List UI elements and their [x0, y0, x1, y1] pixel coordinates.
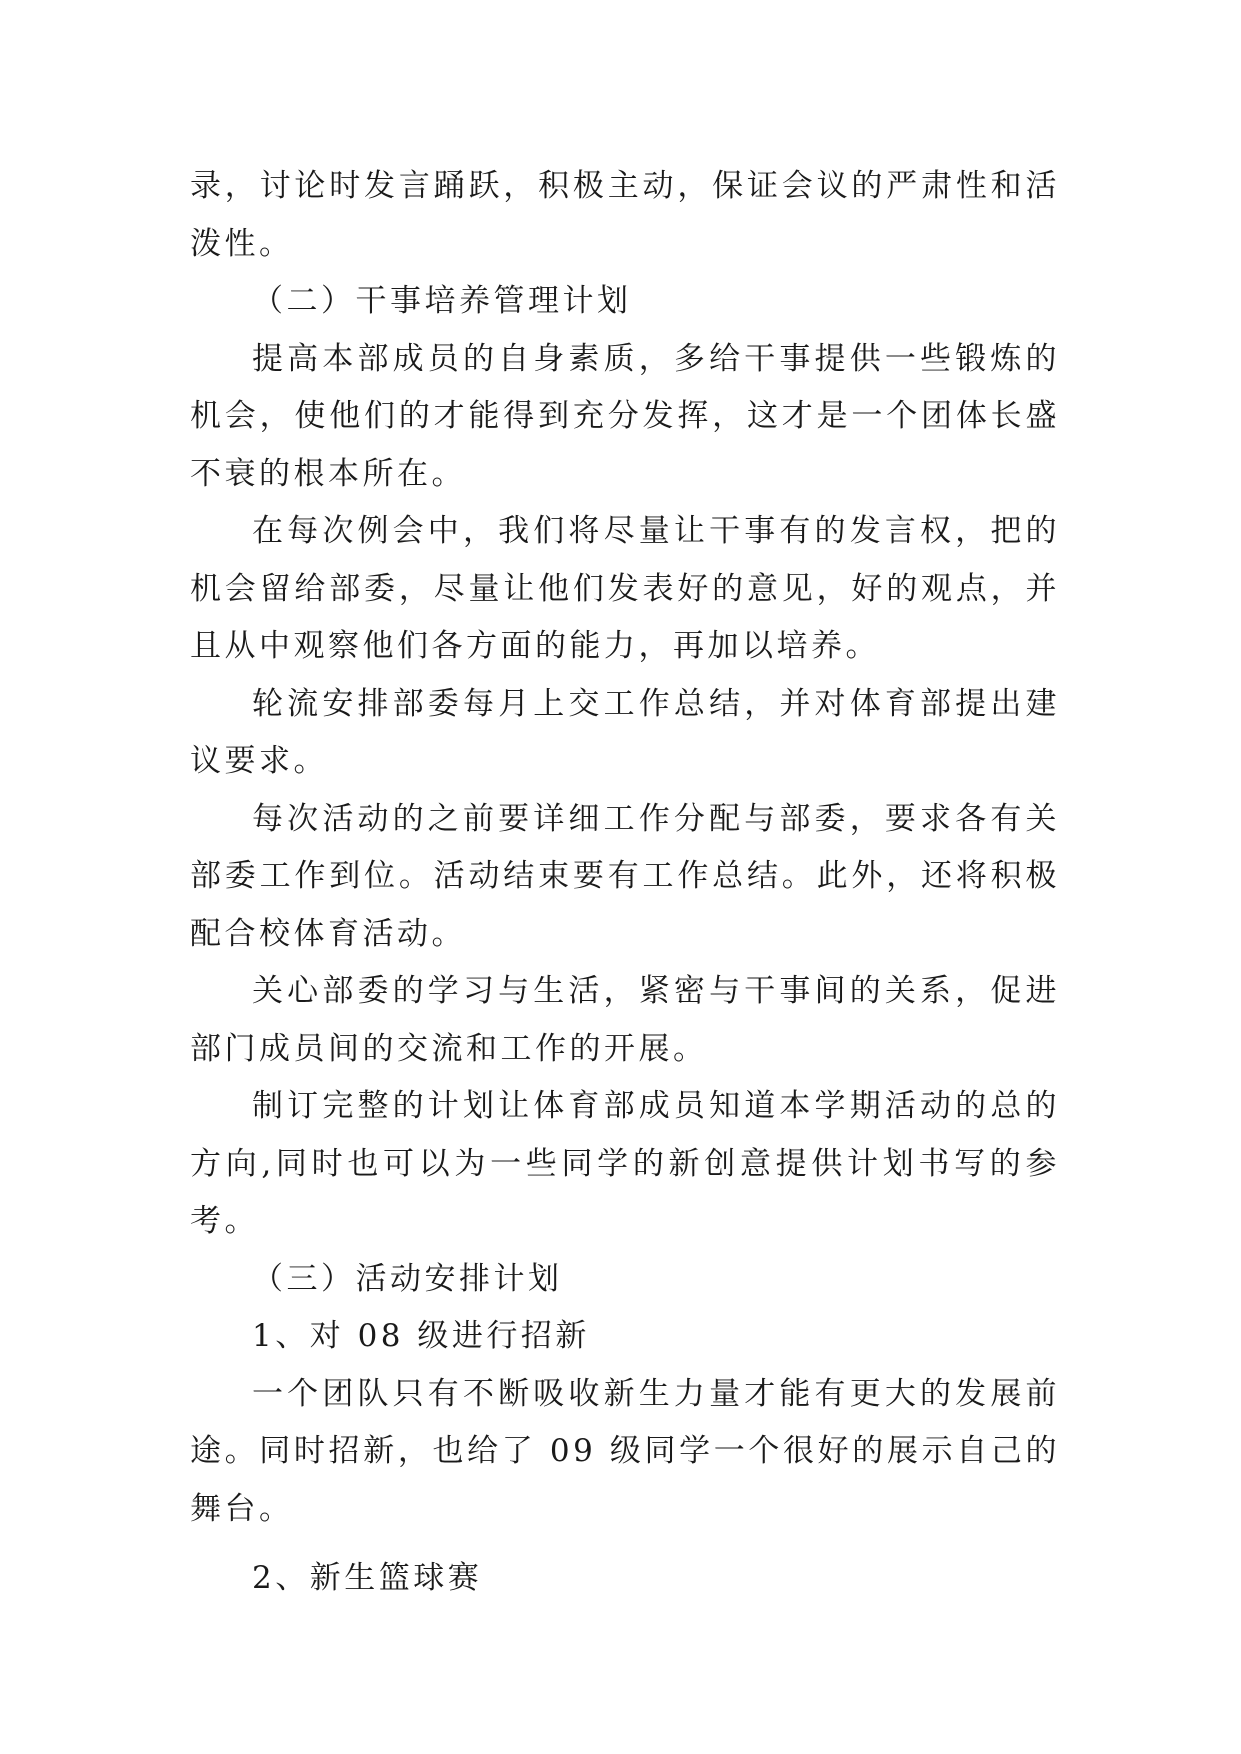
- paragraph: 提高本部成员的自身素质，多给干事提供一些锻炼的机会，使他们的才能得到充分发挥，这才是一个团体长盛不衰的根本所在。: [190, 340, 1060, 492]
- list-item-heading: 1、对 08 级进行招新: [252, 1318, 590, 1354]
- paragraph: 制订完整的计划让体育部成员知道本学期活动的总的方向,同时也可以为一些同学的新创意提供计划书写的参考。: [190, 1088, 1060, 1239]
- section-heading-3: （三）活动安排计划: [252, 1260, 563, 1297]
- document-body: [190, 158, 1060, 1608]
- paragraph-continuation: 录，讨论时发言踊跃，积极主动，保证会议的严肃性和活泼性。: [190, 168, 1060, 262]
- list-item-heading: 2、新生篮球赛: [252, 1560, 483, 1596]
- paragraph: 一个团队只有不断吸收新生力量才能有更大的发展前途。同时招新，也给了 09 级同学一个很好的展示自己的舞台。: [190, 1375, 1060, 1527]
- paragraph: 每次活动的之前要详细工作分配与部委，要求各有关部委工作到位。活动结束要有工作总结。此外，还将积极配合校体育活动。: [190, 800, 1060, 952]
- paragraph: 关心部委的学习与生活，紧密与干事间的关系，促进部门成员间的交流和工作的开展。: [190, 973, 1060, 1067]
- paragraph: 轮流安排部委每月上交工作总结，并对体育部提出建议要求。: [190, 685, 1060, 779]
- section-heading-2: （二）干事培养管理计划: [252, 283, 632, 319]
- paragraph: 在每次例会中，我们将尽量让干事有的发言权，把的机会留给部委，尽量让他们发表好的意见，好的观点，并且从中观察他们各方面的能力，再加以培养。: [190, 513, 1060, 664]
